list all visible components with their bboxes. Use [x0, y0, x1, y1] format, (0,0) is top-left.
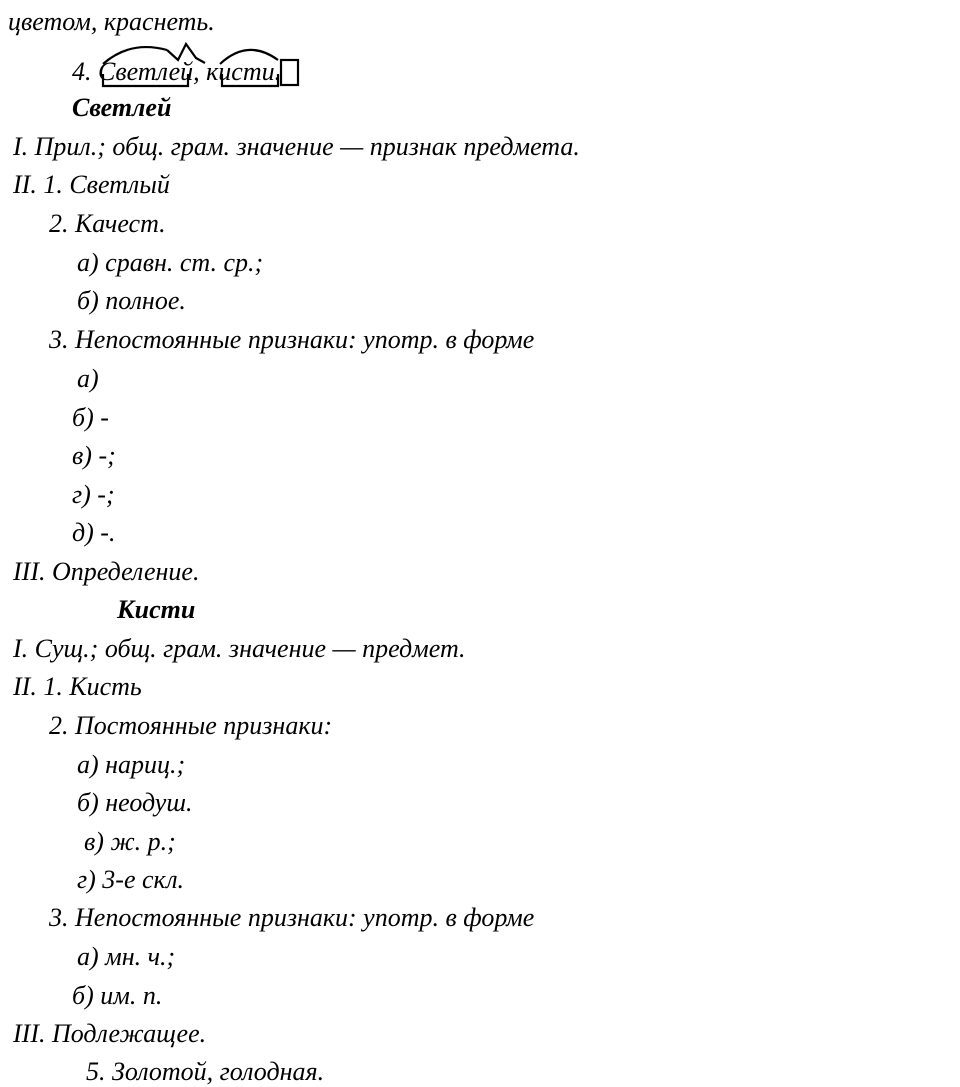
s2-item-2g: г) 3-е скл.	[77, 865, 185, 894]
task-5-heading: 5. Золотой, голодная.	[86, 1057, 325, 1086]
word-svetlei: Светлей	[98, 57, 194, 86]
period: .	[274, 57, 282, 86]
word-kisti-ending: и	[261, 57, 275, 86]
subtitle-svetlei: Светлей	[72, 93, 172, 122]
s1-item-3g: г) -;	[72, 480, 115, 509]
s2-item-2a: а) нариц.;	[77, 750, 186, 779]
s1-item-3v: в) -;	[72, 441, 116, 470]
s2-item-3a: а) мн. ч.;	[77, 942, 176, 971]
word-kisti-root: кист	[206, 57, 262, 86]
continued-line: цветом, краснеть.	[8, 7, 215, 36]
s1-part-I: I. Прил.; общ. грам. значение — признак предмета.	[13, 132, 580, 161]
s2-item-2b: б) неодуш.	[77, 788, 193, 817]
s1-item-2b: б) полное.	[77, 286, 186, 315]
s1-item-3a: а)	[77, 364, 99, 393]
root-arc-kisti	[220, 50, 278, 64]
stem-bracket-svetlei	[103, 74, 188, 86]
stem-bracket-kisti	[222, 74, 278, 86]
s2-part-I: I. Сущ.; общ. грам. значение — предмет.	[13, 634, 466, 663]
s1-part-II-1: II. 1. Светлый	[13, 170, 170, 199]
subtitle-kisti: Кисти	[117, 595, 196, 624]
s2-part-II-1: II. 1. Кисть	[13, 672, 142, 701]
s2-part-III: III. Подлежащее.	[13, 1019, 207, 1048]
s1-item-3d: д) -.	[72, 518, 116, 547]
root-arc-svetlei	[103, 47, 167, 64]
comma: ,	[193, 57, 200, 86]
s1-item-2a: а) сравн. ст. ср.;	[77, 248, 264, 277]
s2-item-3: 3. Непостоянные признаки: употр. в форме	[49, 903, 535, 932]
s1-item-3: 3. Непостоянные признаки: употр. в форме	[49, 325, 535, 354]
task-number: 4.	[72, 57, 92, 86]
s1-item-3b: б) -	[72, 403, 109, 432]
s2-item-3b: б) им. п.	[72, 981, 163, 1010]
suffix-caret-svetlei	[167, 44, 205, 63]
s2-item-2: 2. Постоянные признаки:	[49, 711, 333, 740]
s1-item-2: 2. Качест.	[49, 209, 166, 238]
s1-part-III: III. Определение.	[13, 557, 200, 586]
ending-box-kisti	[281, 60, 298, 85]
s2-item-2v: в) ж. р.;	[84, 827, 176, 856]
